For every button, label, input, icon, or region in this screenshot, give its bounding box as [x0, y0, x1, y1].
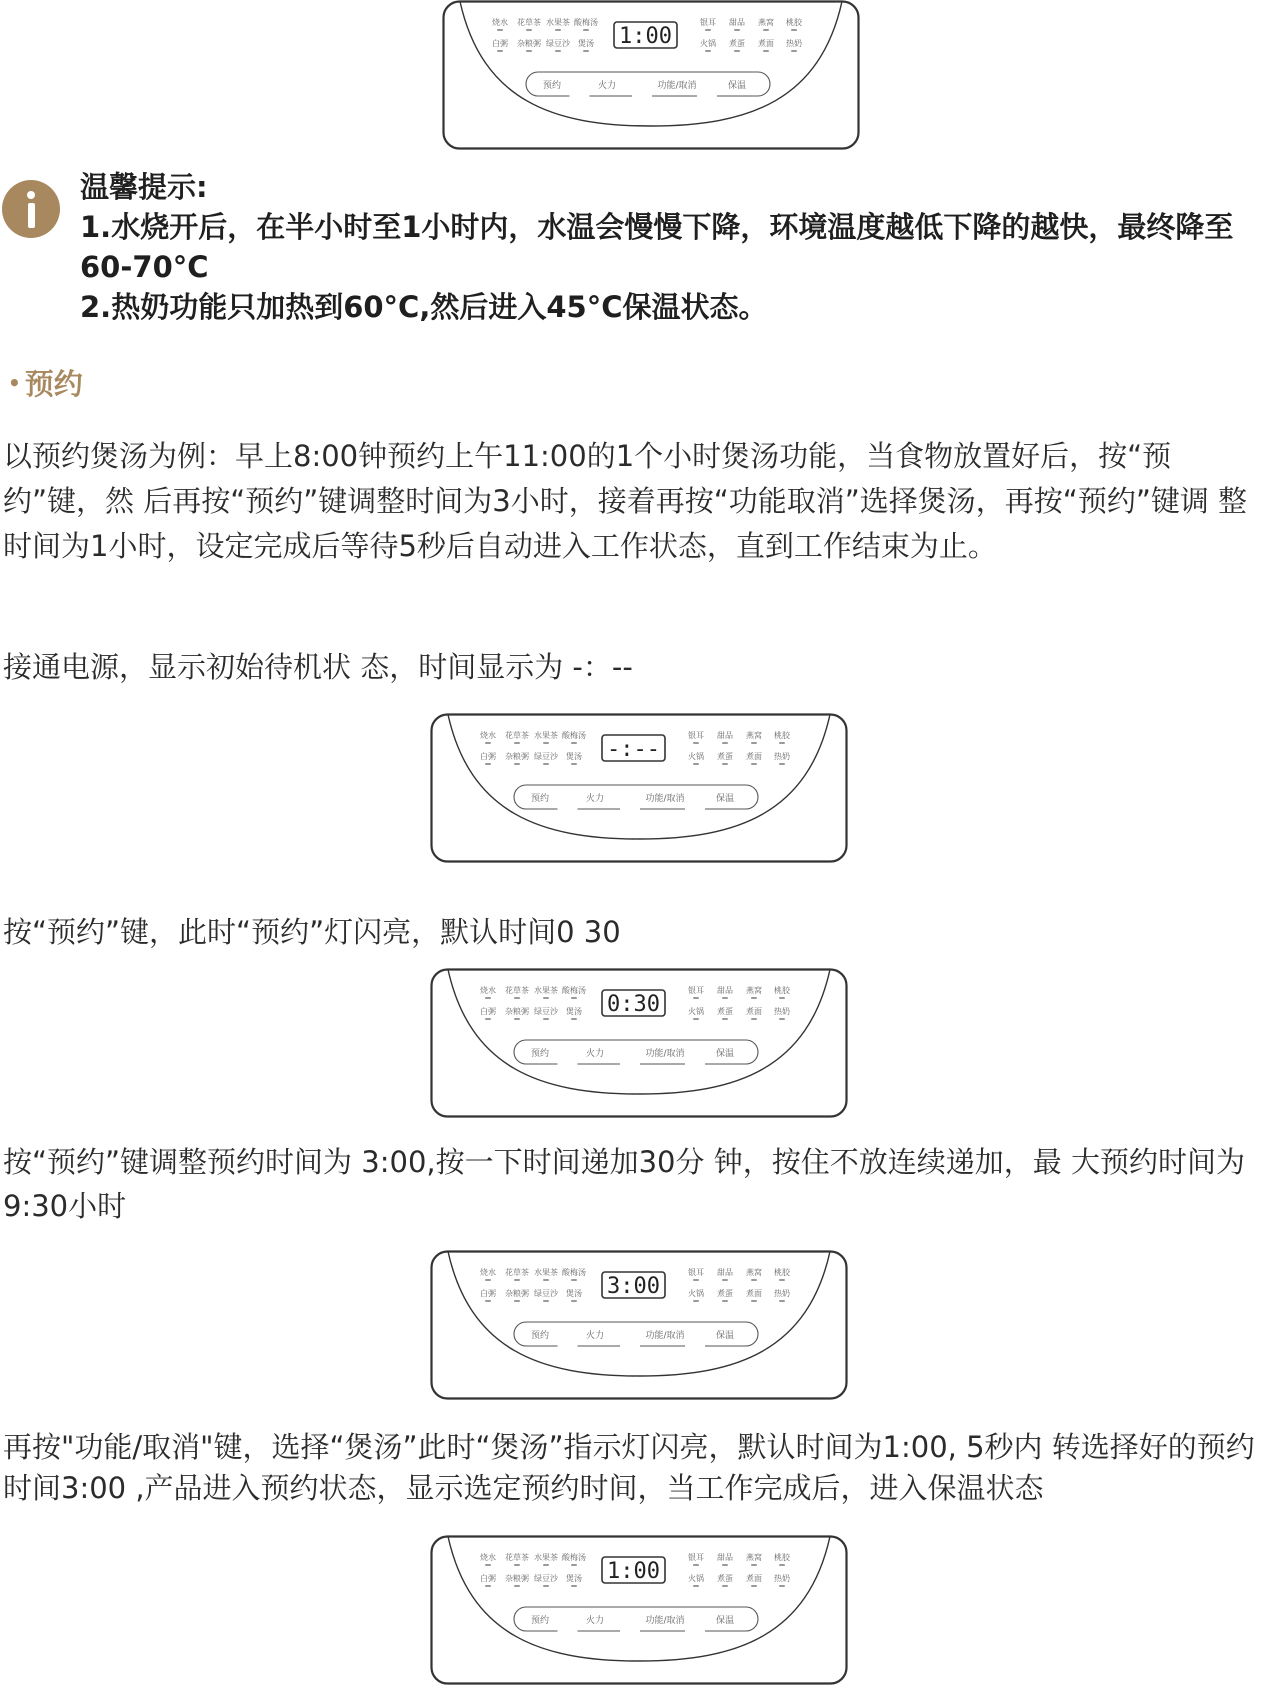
paragraph-select-soup: 再按"功能/取消"键，选择“煲汤”此时“煲汤”指示灯闪亮，默认时间为1:00, 5秒内 转选择好的预约时间3:00 ,产品进入预约状态，显示选定预约时间，当工作完成后，进入保温状态: [3, 1430, 1255, 1505]
indicator-led: [543, 1564, 549, 1566]
function-label: 煮面: [746, 1574, 762, 1583]
indicator-led: [485, 1279, 491, 1281]
lcd-time-readout: 1:00: [619, 24, 672, 49]
function-label: 煲汤: [578, 39, 594, 48]
function-label: 银耳: [700, 18, 716, 27]
function-label: 火锅: [688, 1574, 704, 1583]
function-label: 杂粮粥: [505, 752, 529, 761]
function-label: 甜品: [717, 1268, 733, 1277]
indicator-led: [485, 742, 491, 744]
indicator-led: [526, 50, 532, 52]
indicator-led: [722, 1300, 728, 1302]
tip-title: 温馨提示:: [80, 170, 208, 204]
indicator-led: [779, 1585, 785, 1587]
function-label: 烧水: [480, 1553, 496, 1562]
indicator-led: [751, 1585, 757, 1587]
function-label: 煮蛋: [729, 39, 745, 48]
function-label: 火锅: [688, 1289, 704, 1298]
lcd-time-readout: 1:00: [607, 1559, 660, 1584]
lcd-time-readout: -:--: [607, 737, 660, 762]
indicator-led: [571, 997, 577, 999]
function-label: 白粥: [480, 752, 496, 761]
indicator-led: [779, 997, 785, 999]
panel-button-label: 预约: [542, 81, 562, 91]
function-label: 燕窝: [746, 731, 762, 740]
function-label: 酸梅汤: [562, 986, 586, 995]
indicator-led: [722, 1018, 728, 1020]
indicator-led: [693, 742, 699, 744]
indicator-led: [722, 1564, 728, 1566]
indicator-led: [779, 1018, 785, 1020]
indicator-led: [514, 742, 520, 744]
indicator-led: [583, 50, 589, 52]
function-label: 煲汤: [566, 1574, 582, 1583]
panel-button-label: 功能/取消: [657, 81, 697, 91]
indicator-led: [514, 997, 520, 999]
control-panel-diagram-5: [430, 1535, 848, 1685]
indicator-led: [543, 1279, 549, 1281]
indicator-led: [722, 763, 728, 765]
function-label: 酸梅汤: [562, 731, 586, 740]
section-heading-reservation: [8, 362, 83, 403]
function-label: 水果茶: [534, 731, 558, 740]
indicator-led: [705, 29, 711, 31]
panel-button-label: 保温: [715, 1616, 735, 1626]
indicator-led: [543, 1300, 549, 1302]
panel-drawing: [442, 0, 860, 150]
function-label: 煲汤: [566, 1289, 582, 1298]
indicator-led: [751, 1018, 757, 1020]
function-label: 桃胶: [774, 986, 790, 995]
function-label: 煮蛋: [717, 1007, 733, 1016]
indicator-led: [485, 1585, 491, 1587]
info-icon: [2, 180, 60, 238]
function-label: 燕窝: [746, 986, 762, 995]
function-label: 水果茶: [534, 986, 558, 995]
indicator-led: [485, 1564, 491, 1566]
function-label: 花草茶: [505, 1553, 529, 1562]
function-label: 绿豆沙: [546, 39, 570, 48]
indicator-led: [751, 763, 757, 765]
panel-drawing: [430, 713, 848, 863]
function-label: 杂粮粥: [505, 1289, 529, 1298]
indicator-led: [543, 997, 549, 999]
function-label: 酸梅汤: [562, 1553, 586, 1562]
section-bullet: •: [8, 371, 21, 395]
indicator-led: [751, 1279, 757, 1281]
indicator-led: [693, 1018, 699, 1020]
indicator-led: [693, 1300, 699, 1302]
function-label: 桃胶: [774, 731, 790, 740]
function-label: 热奶: [774, 1007, 790, 1016]
function-label: 桃胶: [774, 1268, 790, 1277]
panel-button-label: 预约: [530, 1331, 550, 1341]
tip-box: [80, 167, 1260, 327]
indicator-led: [514, 763, 520, 765]
indicator-led: [555, 50, 561, 52]
lcd-time-readout: 0:30: [607, 992, 660, 1017]
panel-button-label: 火力: [585, 1616, 605, 1626]
function-label: 酸梅汤: [574, 18, 598, 27]
panel-button-label: 保温: [727, 81, 747, 91]
function-label: 银耳: [688, 1553, 704, 1562]
function-label: 杂粮粥: [505, 1574, 529, 1583]
function-label: 煮面: [746, 1007, 762, 1016]
function-label: 火锅: [688, 1007, 704, 1016]
indicator-led: [571, 1300, 577, 1302]
panel-button-label: 火力: [585, 1331, 605, 1341]
function-label: 甜品: [729, 18, 745, 27]
indicator-led: [571, 742, 577, 744]
function-label: 煲汤: [566, 1007, 582, 1016]
panel-button-label: 保温: [715, 794, 735, 804]
control-panel-diagram-4: [430, 1250, 848, 1400]
indicator-led: [779, 742, 785, 744]
tip-line-1: 1.水烧开后，在半小时至1小时内，水温会慢慢下降，环境温度越低下降的越快，最终降至60-70°C: [80, 210, 1234, 284]
function-label: 甜品: [717, 986, 733, 995]
function-label: 热奶: [774, 752, 790, 761]
indicator-led: [693, 1564, 699, 1566]
control-panel-diagram-2: [430, 713, 848, 863]
function-label: 热奶: [786, 39, 802, 48]
function-label: 花草茶: [517, 18, 541, 27]
indicator-led: [571, 1018, 577, 1020]
indicator-led: [543, 742, 549, 744]
indicator-led: [514, 1018, 520, 1020]
paragraph-example: 以预约煲汤为例：早上8:00钟预约上午11:00的1个小时煲汤功能，当食物放置好后，按“预约”键，然 后再按“预约”键调整时间为3小时，接着再按“功能取消”选择煲汤，再按“预约”键调 整时间为1小时，设定完成后等待5秒后自动进入工作状态，直到工作结束为止。: [3, 439, 1248, 563]
function-label: 煮面: [746, 752, 762, 761]
function-label: 水果茶: [534, 1268, 558, 1277]
paragraph-power-on: 接通电源，显示初始待机状 态，时间显示为 -：--: [3, 650, 633, 684]
indicator-led: [693, 763, 699, 765]
indicator-led: [734, 50, 740, 52]
panel-button-label: 功能/取消: [645, 794, 685, 804]
indicator-led: [514, 1585, 520, 1587]
indicator-led: [497, 29, 503, 31]
indicator-led: [543, 1585, 549, 1587]
indicator-led: [722, 1279, 728, 1281]
indicator-led: [791, 29, 797, 31]
indicator-led: [485, 997, 491, 999]
function-label: 银耳: [688, 1268, 704, 1277]
indicator-led: [751, 997, 757, 999]
indicator-led: [543, 763, 549, 765]
indicator-led: [543, 1018, 549, 1020]
panel-button-label: 火力: [585, 1049, 605, 1059]
function-label: 白粥: [480, 1574, 496, 1583]
indicator-led: [526, 29, 532, 31]
indicator-led: [485, 1018, 491, 1020]
function-label: 花草茶: [505, 1268, 529, 1277]
indicator-led: [583, 29, 589, 31]
function-label: 烧水: [480, 731, 496, 740]
indicator-led: [763, 29, 769, 31]
indicator-led: [555, 29, 561, 31]
function-label: 银耳: [688, 986, 704, 995]
indicator-led: [763, 50, 769, 52]
indicator-led: [779, 763, 785, 765]
function-label: 火锅: [688, 752, 704, 761]
function-label: 烧水: [480, 1268, 496, 1277]
function-label: 绿豆沙: [534, 1007, 558, 1016]
function-label: 白粥: [492, 39, 508, 48]
panel-button-label: 保温: [715, 1331, 735, 1341]
indicator-led: [791, 50, 797, 52]
paragraph-adjust: 按“预约”键调整预约时间为 3:00,按一下时间递加30分 钟，按住不放连续递加，最 大预约时间为9:30小时: [3, 1145, 1245, 1223]
indicator-led: [485, 1300, 491, 1302]
function-label: 水果茶: [534, 1553, 558, 1562]
paragraph-press-reserve: 按“预约”键，此时“预约”灯闪亮，默认时间0 30: [3, 915, 621, 949]
indicator-led: [751, 1300, 757, 1302]
indicator-led: [497, 50, 503, 52]
indicator-led: [779, 1279, 785, 1281]
function-label: 煮蛋: [717, 1574, 733, 1583]
function-label: 绿豆沙: [534, 752, 558, 761]
tip-line-2: 2.热奶功能只加热到60°C,然后进入45°C保温状态。: [80, 290, 768, 324]
function-label: 绿豆沙: [534, 1574, 558, 1583]
panel-button-label: 预约: [530, 1616, 550, 1626]
panel-button-label: 火力: [585, 794, 605, 804]
function-label: 白粥: [480, 1007, 496, 1016]
indicator-led: [693, 1279, 699, 1281]
panel-button-label: 功能/取消: [645, 1331, 685, 1341]
panel-button-label: 预约: [530, 794, 550, 804]
function-label: 花草茶: [505, 731, 529, 740]
indicator-led: [722, 997, 728, 999]
control-panel-diagram-1: [442, 0, 860, 150]
indicator-led: [514, 1279, 520, 1281]
indicator-led: [693, 997, 699, 999]
function-label: 银耳: [688, 731, 704, 740]
function-label: 煮面: [758, 39, 774, 48]
panel-drawing: [430, 968, 848, 1118]
function-label: 杂粮粥: [505, 1007, 529, 1016]
indicator-led: [734, 29, 740, 31]
function-label: 火锅: [700, 39, 716, 48]
indicator-led: [751, 742, 757, 744]
function-label: 桃胶: [786, 18, 802, 27]
panel-button-label: 火力: [597, 81, 617, 91]
indicator-led: [779, 1300, 785, 1302]
lcd-time-readout: 3:00: [607, 1274, 660, 1299]
function-label: 燕窝: [746, 1553, 762, 1562]
indicator-led: [485, 763, 491, 765]
indicator-led: [514, 1300, 520, 1302]
indicator-led: [571, 1585, 577, 1587]
function-label: 水果茶: [546, 18, 570, 27]
indicator-led: [571, 763, 577, 765]
indicator-led: [751, 1564, 757, 1566]
indicator-led: [571, 1564, 577, 1566]
panel-button-label: 预约: [530, 1049, 550, 1059]
function-label: 杂粮粥: [517, 39, 541, 48]
function-label: 热奶: [774, 1574, 790, 1583]
function-label: 绿豆沙: [534, 1289, 558, 1298]
function-label: 花草茶: [505, 986, 529, 995]
function-label: 煲汤: [566, 752, 582, 761]
function-label: 热奶: [774, 1289, 790, 1298]
function-label: 甜品: [717, 731, 733, 740]
function-label: 桃胶: [774, 1553, 790, 1562]
function-label: 甜品: [717, 1553, 733, 1562]
panel-drawing: [430, 1535, 848, 1685]
indicator-led: [779, 1564, 785, 1566]
function-label: 白粥: [480, 1289, 496, 1298]
section-title: 预约: [24, 367, 83, 401]
function-label: 烧水: [492, 18, 508, 27]
indicator-led: [722, 1585, 728, 1587]
function-label: 煮蛋: [717, 752, 733, 761]
panel-drawing: [430, 1250, 848, 1400]
indicator-led: [705, 50, 711, 52]
function-label: 燕窝: [746, 1268, 762, 1277]
indicator-led: [514, 1564, 520, 1566]
indicator-led: [722, 742, 728, 744]
indicator-led: [693, 1585, 699, 1587]
function-label: 燕窝: [758, 18, 774, 27]
function-label: 煮蛋: [717, 1289, 733, 1298]
function-label: 煮面: [746, 1289, 762, 1298]
function-label: 烧水: [480, 986, 496, 995]
panel-button-label: 功能/取消: [645, 1616, 685, 1626]
indicator-led: [571, 1279, 577, 1281]
panel-button-label: 保温: [715, 1049, 735, 1059]
control-panel-diagram-3: [430, 968, 848, 1118]
function-label: 酸梅汤: [562, 1268, 586, 1277]
panel-button-label: 功能/取消: [645, 1049, 685, 1059]
